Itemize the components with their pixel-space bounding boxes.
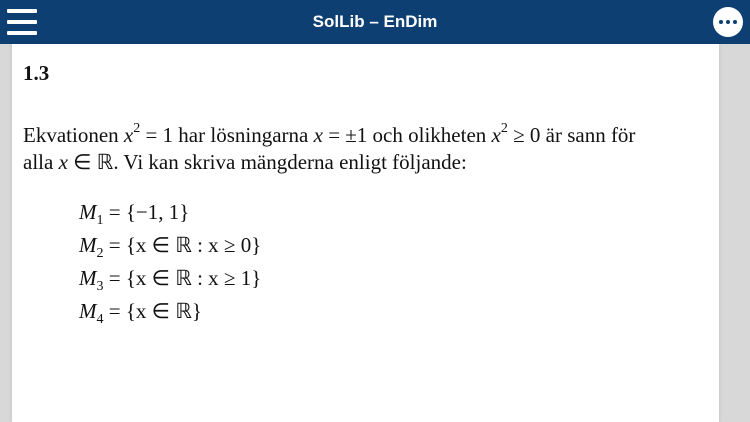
text-fragment: ≥ 0 är sann för bbox=[507, 123, 636, 147]
equation-m2 bbox=[79, 229, 261, 262]
set-index: 3 bbox=[96, 279, 104, 295]
equation-list bbox=[79, 196, 261, 328]
paragraph bbox=[23, 122, 719, 176]
text-fragment: alla bbox=[23, 150, 59, 174]
content-page bbox=[12, 44, 719, 422]
equation-m3 bbox=[79, 262, 261, 295]
set-index: 1 bbox=[96, 213, 104, 229]
set-definition: = {x ∈ ℝ} bbox=[103, 299, 202, 323]
equation-m1 bbox=[79, 196, 261, 229]
math-var: x bbox=[313, 123, 323, 147]
math-var: x bbox=[123, 123, 134, 147]
set-name: M bbox=[79, 233, 97, 257]
set-name: M bbox=[79, 266, 97, 290]
set-name: M bbox=[79, 299, 97, 323]
more-options-icon[interactable] bbox=[713, 7, 743, 37]
set-definition: = {−1, 1} bbox=[103, 200, 190, 224]
equation-m4 bbox=[79, 295, 261, 328]
paragraph-line-1 bbox=[23, 122, 719, 149]
set-definition: = {x ∈ ℝ : x ≥ 0} bbox=[103, 233, 262, 257]
math-exponent: 2 bbox=[500, 121, 508, 136]
set-name: M bbox=[79, 200, 97, 224]
section-number: 1.3 bbox=[23, 61, 50, 85]
text-fragment: = ±1 och olikheten bbox=[322, 123, 492, 147]
top-bar bbox=[0, 0, 750, 44]
math-var: x bbox=[491, 123, 501, 147]
text-fragment: = 1 har lösningarna bbox=[140, 123, 314, 147]
paragraph-line-2 bbox=[23, 149, 719, 176]
math-exponent: 2 bbox=[133, 121, 141, 136]
math-var: x bbox=[58, 150, 68, 174]
text-fragment: ∈ ℝ. Vi kan skriva mängderna enligt följande: bbox=[67, 150, 467, 174]
set-index: 4 bbox=[96, 312, 104, 328]
set-definition: = {x ∈ ℝ : x ≥ 1} bbox=[103, 266, 262, 290]
text-fragment: Ekvationen bbox=[23, 123, 124, 147]
app-title: SolLib – EnDim bbox=[312, 12, 438, 31]
set-index: 2 bbox=[96, 246, 104, 262]
